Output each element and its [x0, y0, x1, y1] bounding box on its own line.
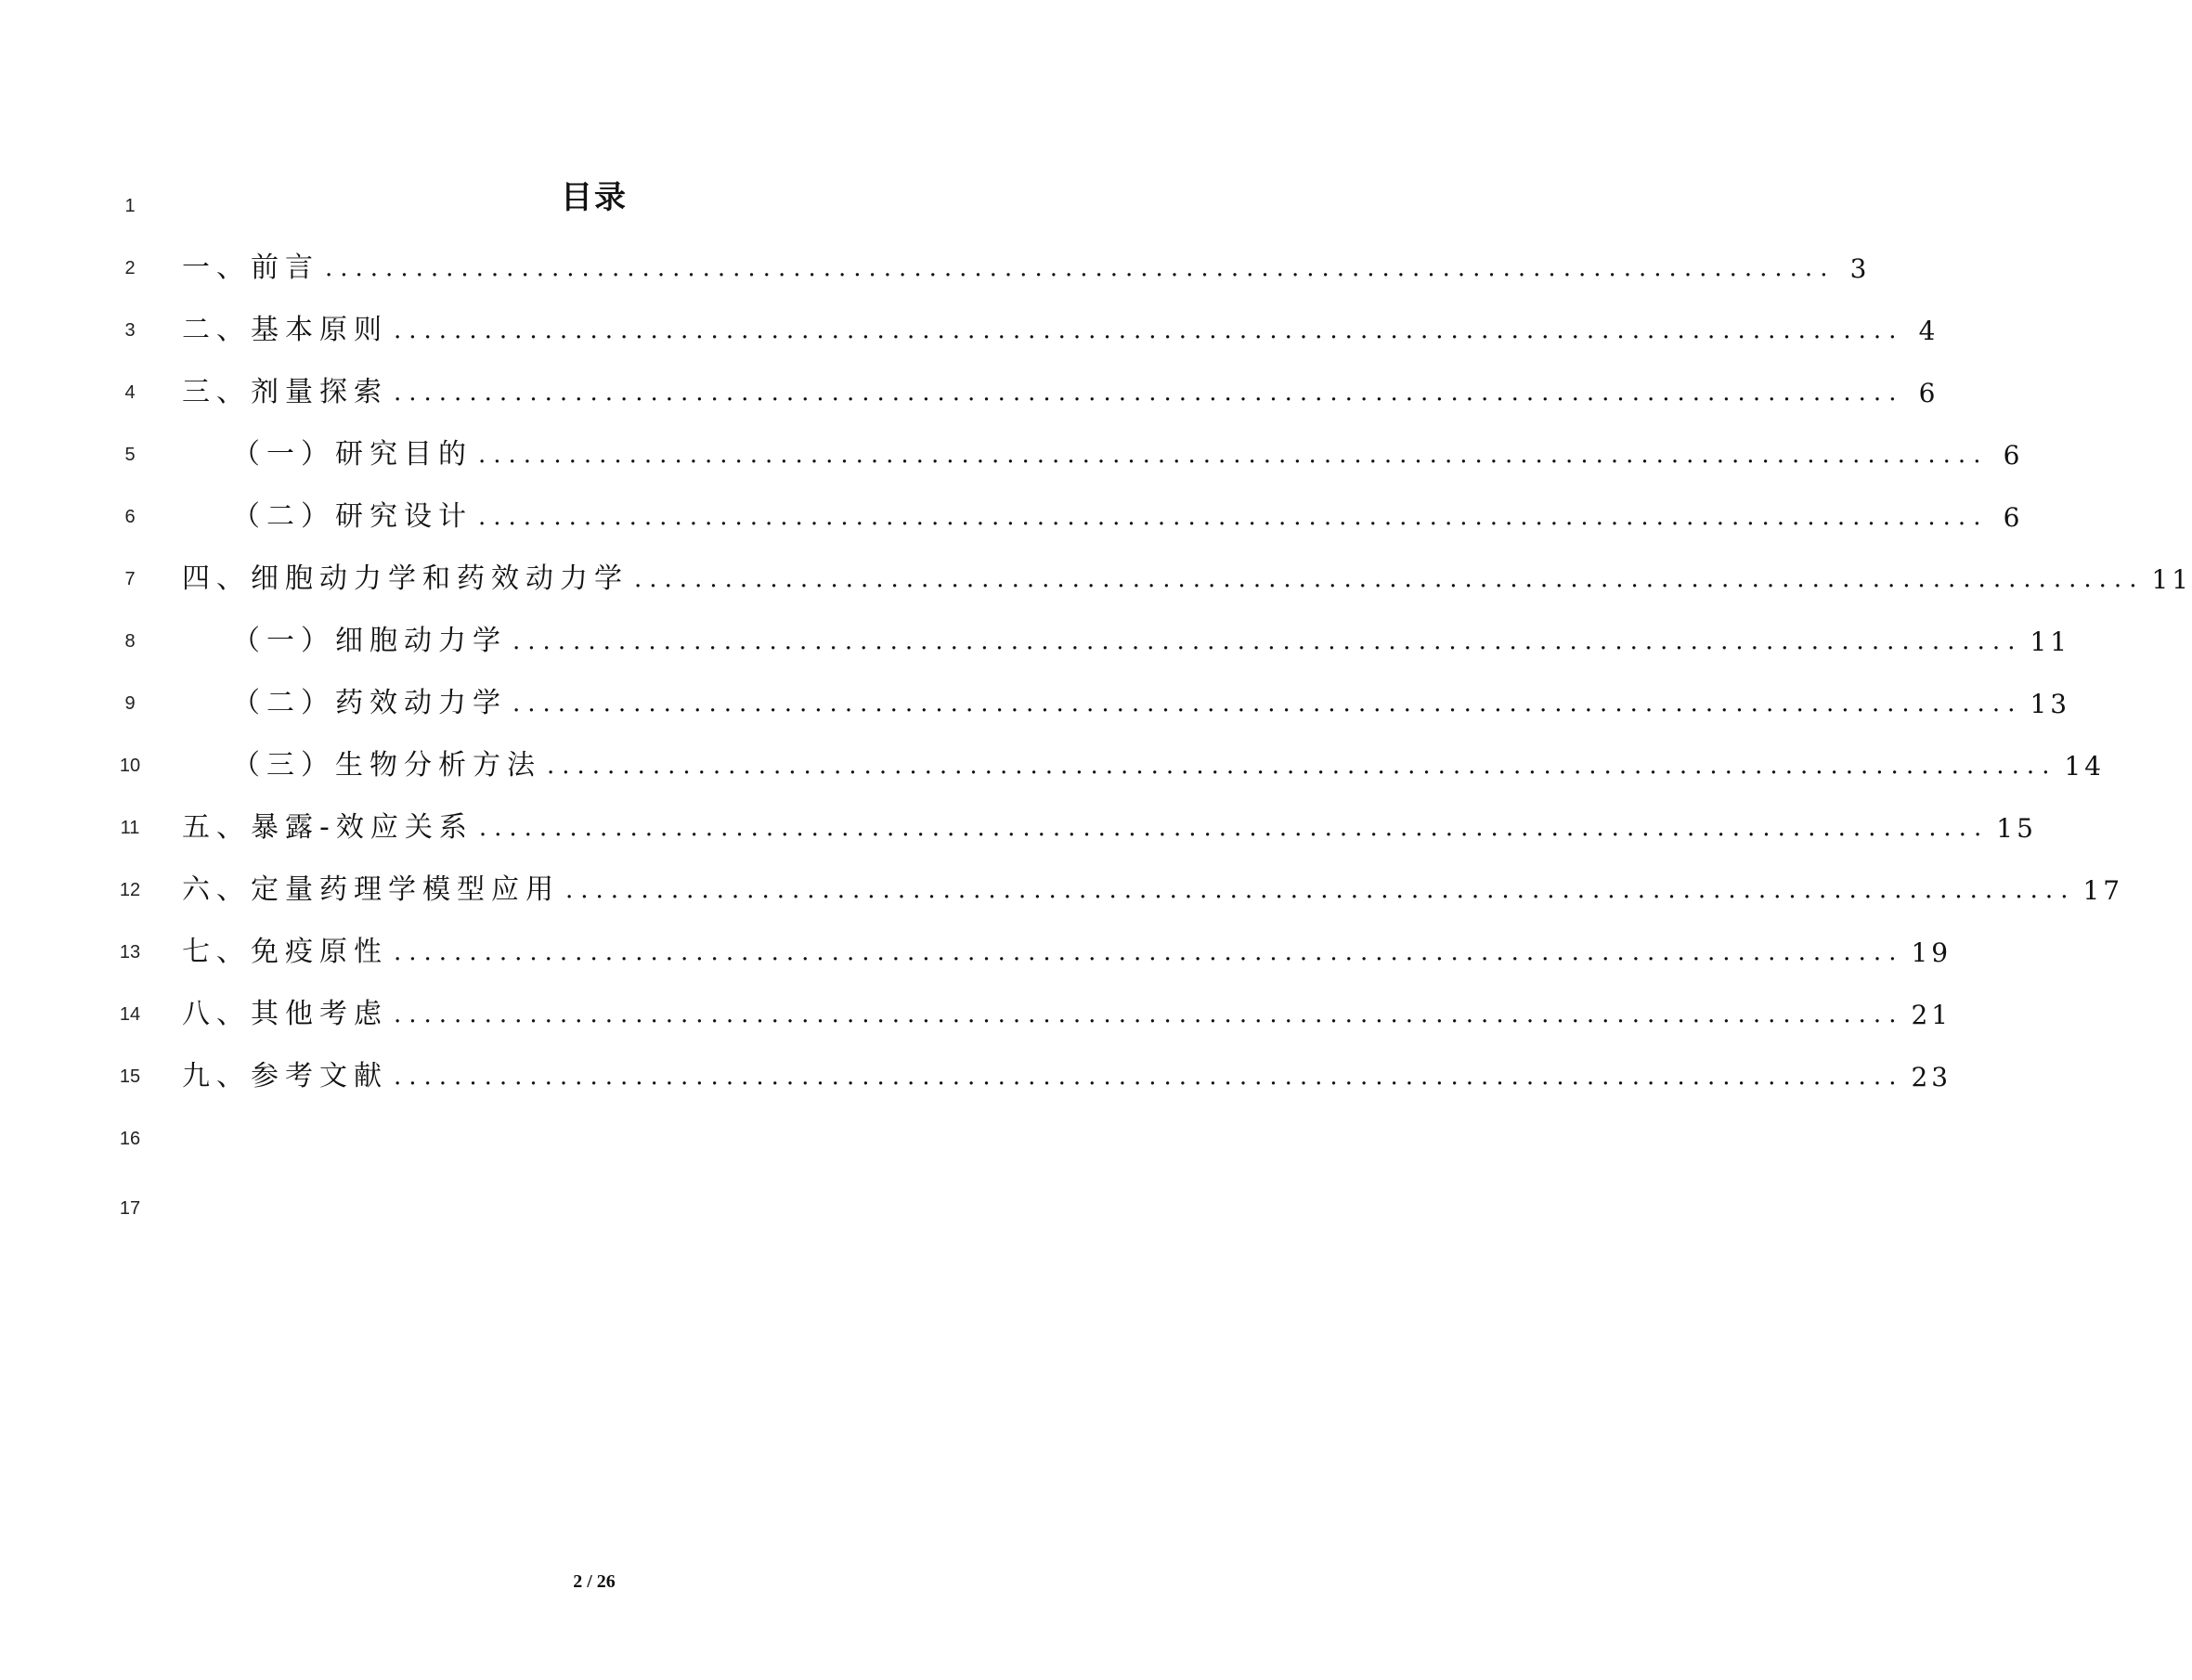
line-number: 11 — [120, 818, 140, 838]
toc-entry-page: 11 — [2030, 627, 2071, 657]
dot-leader: .................................................................................................... — [478, 503, 1989, 531]
toc-entry-text: 三、剂量探索 — [182, 376, 388, 408]
toc-entry[interactable] — [182, 245, 1871, 284]
dot-leader: .................................................................................................... — [478, 441, 1989, 469]
line-number: 12 — [119, 880, 141, 900]
line-number: 15 — [119, 1066, 141, 1087]
toc-entry-page: 19 — [1911, 937, 1952, 968]
line-number: 2 — [124, 258, 136, 278]
line-number: 1 — [124, 196, 136, 216]
toc-entry-page: 6 — [1918, 378, 1939, 408]
dot-leader: .................................................................................................... — [394, 1063, 1904, 1091]
toc-entry-page: 6 — [2003, 502, 2024, 533]
toc-subentry[interactable] — [232, 680, 2071, 719]
toc-entry-page: 11 — [2151, 564, 2192, 595]
toc-entry[interactable] — [182, 867, 2124, 906]
toc-entry-page: 17 — [2082, 875, 2124, 906]
toc-entry-page: 6 — [2003, 440, 2024, 471]
toc-entry-page: 21 — [1911, 1000, 1952, 1030]
toc-entry-text: （二）药效动力学 — [232, 687, 507, 719]
line-number: 7 — [124, 569, 136, 589]
line-number: 9 — [124, 693, 136, 714]
toc-entry-text: （一）研究目的 — [232, 438, 473, 471]
toc-subentry[interactable] — [232, 494, 2024, 533]
toc-entry[interactable] — [182, 805, 2037, 844]
line-number: 4 — [124, 382, 136, 403]
toc-entry-page: 13 — [2030, 689, 2071, 719]
toc-entry-page: 15 — [1996, 813, 2037, 844]
dot-leader: .................................................................................................... — [512, 690, 2023, 717]
dot-leader: .................................................................................................... — [394, 1001, 1904, 1028]
dot-leader: .................................................................................................... — [394, 379, 1904, 407]
toc-entry[interactable] — [182, 369, 1939, 408]
toc-entry-text: （一）细胞动力学 — [232, 625, 507, 657]
page-number-footer: 2 / 26 — [573, 1571, 616, 1592]
line-number: 16 — [119, 1129, 141, 1149]
toc-entry-text: 二、基本原则 — [182, 314, 388, 346]
dot-leader: .................................................................................................... — [394, 317, 1904, 344]
toc-entry-text: 九、参考文献 — [182, 1060, 388, 1092]
toc-subentry[interactable] — [232, 618, 2071, 657]
toc-entry[interactable] — [182, 929, 1952, 968]
dot-leader: .................................................................................................... — [478, 814, 1990, 842]
toc-entry-page: 3 — [1849, 253, 1871, 284]
line-number: 3 — [124, 320, 136, 341]
toc-entry-text: 四、细胞动力学和药效动力学 — [182, 562, 629, 595]
toc-entry-page: 4 — [1918, 316, 1939, 346]
toc-entry[interactable] — [182, 556, 2192, 595]
dot-leader: .................................................................................................... — [325, 254, 1835, 282]
dot-leader: .................................................................................................... — [512, 627, 2023, 655]
toc-entry-text: 八、其他考虑 — [182, 998, 388, 1030]
toc-subentry[interactable] — [232, 743, 2106, 782]
dot-leader: .................................................................................................... — [394, 938, 1904, 966]
toc-entry-text: 六、定量药理学模型应用 — [182, 873, 560, 906]
toc-entry-text: 五、暴露-效应关系 — [182, 811, 473, 844]
page-title: 目录 — [561, 179, 628, 216]
line-number: 5 — [124, 445, 136, 465]
toc-entry-text: 一、前言 — [182, 252, 319, 284]
toc-subentry[interactable] — [232, 432, 2024, 471]
line-number: 6 — [124, 507, 136, 527]
line-number: 17 — [119, 1198, 141, 1219]
dot-leader: .................................................................................................... — [565, 876, 2076, 904]
toc-entry[interactable] — [182, 307, 1939, 346]
toc-entry[interactable] — [182, 991, 1952, 1030]
toc-entry-text: （二）研究设计 — [232, 500, 473, 533]
toc-entry-page: 23 — [1911, 1062, 1952, 1092]
toc-entry-page: 14 — [2064, 751, 2106, 782]
dot-leader: .................................................................................................... — [547, 752, 2057, 780]
line-number: 13 — [119, 942, 141, 963]
toc-entry[interactable] — [182, 1053, 1952, 1092]
toc-entry-text: （三）生物分析方法 — [232, 749, 541, 782]
line-number: 10 — [119, 756, 141, 776]
line-number: 14 — [119, 1004, 141, 1025]
toc-entry-text: 七、免疫原性 — [182, 936, 388, 968]
dot-leader: .................................................................................................... — [634, 565, 2145, 593]
line-number: 8 — [124, 631, 136, 652]
